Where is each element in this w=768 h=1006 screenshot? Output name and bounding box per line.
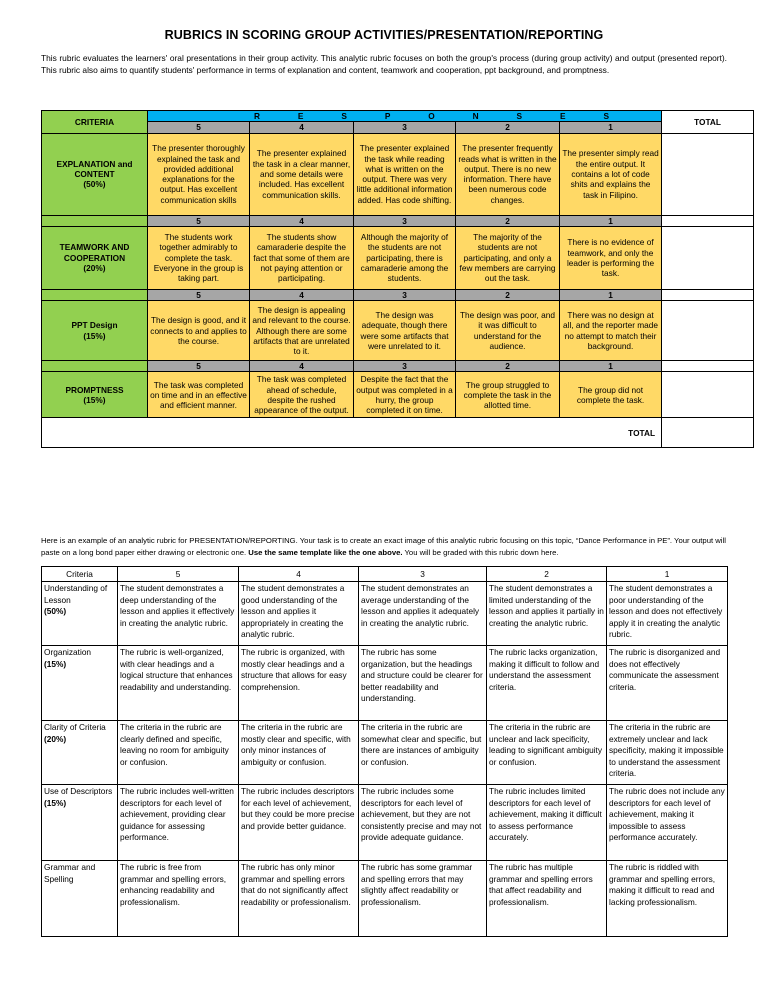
grand-total-cell[interactable] xyxy=(662,418,754,448)
total-spacer xyxy=(662,289,754,300)
total-cell[interactable] xyxy=(662,372,754,418)
criterion-descriptors xyxy=(42,785,118,861)
criteria-spacer xyxy=(42,215,148,226)
descriptor-cell: The majority of the students are not participating, and only a few members are carrying out the task. xyxy=(456,226,560,289)
descriptor-cell: The rubric includes descriptors for each level of achievement, but they could be more precise and provide better guidance. xyxy=(239,785,359,861)
criterion-promptness xyxy=(42,372,148,418)
criterion-name: Use of Descriptors xyxy=(44,786,113,796)
instructions-bold: Use the same template like the one above. xyxy=(248,548,403,558)
descriptor-cell: The criteria in the rubric are mostly clear and specific, with only minor instances of ambiguity or confusion. xyxy=(239,721,359,785)
descriptor-cell: The criteria in the rubric are unclear and lack specificity, leading to significant ambiguity or confusion. xyxy=(487,721,607,785)
descriptor-cell: The student demonstrates a limited understanding of the lesson and applies it partially in creating the analytic rubric. xyxy=(487,582,607,646)
descriptor-cell: The rubric includes well-written descriptors for each level of achievement, providing clear guidance for assessing performance. xyxy=(118,785,239,861)
level-label: 1 xyxy=(560,215,662,226)
criterion-name: Grammar and Spelling xyxy=(44,862,96,884)
level-label: 3 xyxy=(354,289,456,300)
descriptor-cell: The students work together admirably to complete the task. Everyone in the group is taking part. xyxy=(148,226,250,289)
descriptor-cell: The rubric does not include any descriptors for each level of achievement, making it impossible to assess performance accurately. xyxy=(607,785,728,861)
level-label: 2 xyxy=(456,361,560,372)
responses-header xyxy=(148,111,662,122)
level-label: 5 xyxy=(148,361,250,372)
criterion-grammar xyxy=(42,861,118,937)
descriptor-cell: The design was adequate, though there were some artifacts that were unrelated to it. xyxy=(354,301,456,361)
descriptor-cell: The rubric is riddled with grammar and spelling errors, making it difficult to read and lacking professionalism. xyxy=(607,861,728,937)
descriptor-cell: The student demonstrates a deep understanding of the lesson and applies it effectively in creating the analytic rubric. xyxy=(118,582,239,646)
criterion-weight: (15%) xyxy=(83,330,106,341)
descriptor-cell: The group struggled to complete the task in the allotted time. xyxy=(456,372,560,418)
descriptor-cell: The design was poor, and it was difficult to understand for the audience. xyxy=(456,301,560,361)
level-label: 1 xyxy=(560,289,662,300)
intro-paragraph: This rubric evaluates the learners' oral presentations in their group activity. This analytic rubric focuses on both the group's process (during group activity) and output (presented report). This rubric also aims to quantify students' performance in terms of explanation and content, teamwork and cooperation, ppt background, and promptness. xyxy=(41,53,727,76)
descriptor-cell: The presenter simply read the entire output. It contains a lot of code shits and explains the task in Filipino. xyxy=(560,133,662,215)
header-level: 4 xyxy=(239,567,359,582)
descriptor-cell: The criteria in the rubric are extremely unclear and lack specificity, making it impossible to understand the assessment criteria. xyxy=(607,721,728,785)
total-cell[interactable] xyxy=(662,133,754,215)
criterion-weight: (50%) xyxy=(83,179,106,190)
responses-letter: P xyxy=(384,111,391,121)
criterion-understanding xyxy=(42,582,118,646)
responses-letter: R xyxy=(254,111,260,121)
total-footer-label: TOTAL xyxy=(42,418,662,448)
descriptor-cell: The rubric is organized, with mostly clear headings and a structure that allows for easy comprehension. xyxy=(239,646,359,721)
level-label: 4 xyxy=(250,122,354,133)
level-label: 3 xyxy=(354,215,456,226)
descriptor-cell: There was no design at all, and the reporter made no attempt to match their background. xyxy=(560,301,662,361)
document-title: RUBRICS IN SCORING GROUP ACTIVITIES/PRESENTATION/REPORTING xyxy=(164,28,604,42)
descriptor-cell: Despite the fact that the output was completed in a hurry, the group completed it on time. xyxy=(354,372,456,418)
descriptor-cell: The rubric has only minor grammar and spelling errors that do not significantly affect readability or professionalism. xyxy=(239,861,359,937)
criterion-clarity xyxy=(42,721,118,785)
total-header: TOTAL xyxy=(662,111,754,134)
descriptor-cell: The task was completed ahead of schedule, despite the rushed appearance of the output. xyxy=(250,372,354,418)
header-criteria: Criteria xyxy=(42,567,118,582)
responses-letter: S xyxy=(603,111,609,121)
descriptor-cell: The presenter explained the task in a clear manner, and some details were included. Has excellent communication skills. xyxy=(250,133,354,215)
descriptor-cell: There is no evidence of teamwork, and only the leader is performing the task. xyxy=(560,226,662,289)
descriptor-cell: The student demonstrates a poor understanding of the lesson and does not effectively apply it in creating the analytic rubric. xyxy=(607,582,728,646)
level-label: 2 xyxy=(456,289,560,300)
instructions-text: Here is an example of an analytic rubric for PRESENTATION/REPORTING. Your task is to create an exact image of this analytic rubric focusing on this topic, “Dance Performance in PE”. Your output will paste on a long bond paper either drawing or electronic one. xyxy=(41,536,726,558)
criterion-weight: (20%) xyxy=(83,263,106,274)
criterion-organization xyxy=(42,646,118,721)
level-label: 1 xyxy=(560,122,662,133)
criterion-name: TEAMWORK AND COOPERATION xyxy=(59,242,130,263)
descriptor-cell: The presenter explained the task while reading what is written on the output. There was very little additional information added. Has code shifting. xyxy=(354,133,456,215)
header-level: 2 xyxy=(487,567,607,582)
level-label: 4 xyxy=(250,289,354,300)
criterion-name: PROMPTNESS xyxy=(65,384,124,395)
descriptor-cell: The rubric has some grammar and spelling errors that may slightly affect readability or professionalism. xyxy=(359,861,487,937)
criterion-name: Understanding of Lesson xyxy=(44,583,108,605)
level-label: 4 xyxy=(250,361,354,372)
descriptor-cell: The rubric has some organization, but the headings and structure could be clearer for better readability and understanding. xyxy=(359,646,487,721)
criterion-name: Clarity of Criteria xyxy=(44,722,106,732)
descriptor-cell: The rubric is well-organized, with clear headings and a logical structure that enhances readability and understanding. xyxy=(118,646,239,721)
criterion-weight: (20%) xyxy=(44,733,67,744)
total-spacer xyxy=(662,361,754,372)
total-cell[interactable] xyxy=(662,301,754,361)
criterion-name: Organization xyxy=(44,647,92,657)
scoring-rubric-table xyxy=(41,110,754,448)
descriptor-cell: Although the majority of the students are not participating, there is camaraderie among the students. xyxy=(354,226,456,289)
descriptor-cell: The rubric has multiple grammar and spelling errors that affect readability and professionalism. xyxy=(487,861,607,937)
responses-letter: S xyxy=(341,111,347,121)
criterion-weight: (15%) xyxy=(83,394,106,405)
criterion-weight: (15%) xyxy=(44,658,67,669)
descriptor-cell: The group did not complete the task. xyxy=(560,372,662,418)
criterion-name: EXPLANATION and CONTENT xyxy=(56,158,133,179)
level-label: 1 xyxy=(560,361,662,372)
header-level: 5 xyxy=(118,567,239,582)
criterion-name: PPT Design xyxy=(71,320,118,331)
criterion-weight: (15%) xyxy=(44,797,67,808)
responses-letter: E xyxy=(297,111,304,121)
level-label: 5 xyxy=(148,122,250,133)
header-level: 1 xyxy=(607,567,728,582)
descriptor-cell: The student demonstrates an average understanding of the lesson and applies it adequately in creating the analytic rubric. xyxy=(359,582,487,646)
responses-letter: N xyxy=(472,111,479,121)
level-label: 5 xyxy=(148,215,250,226)
descriptor-cell: The student demonstrates a good understanding of the lesson and applies it appropriately in creating the analytic rubric. xyxy=(239,582,359,646)
descriptor-cell: The presenter thoroughly explained the task and provided additional explanations for the output. Has excellent communication skills xyxy=(148,133,250,215)
descriptor-cell: The design is good, and it connects to and applies to the course. xyxy=(148,301,250,361)
level-label: 2 xyxy=(456,215,560,226)
criterion-teamwork xyxy=(42,226,148,289)
criteria-header: CRITERIA xyxy=(42,111,148,134)
criteria-spacer xyxy=(42,361,148,372)
descriptor-cell: The rubric includes limited descriptors for each level of achievement, making it difficult to assess performance accurately. xyxy=(487,785,607,861)
instructions-paragraph xyxy=(41,535,731,560)
level-label: 4 xyxy=(250,215,354,226)
descriptor-cell: The rubric is free from grammar and spelling errors, enhancing readability and professionalism. xyxy=(118,861,239,937)
descriptor-cell: The students show camaraderie despite the fact that some of them are not paying attention or participating. xyxy=(250,226,354,289)
responses-letter: O xyxy=(428,111,435,121)
criterion-weight: (50%) xyxy=(44,606,67,617)
level-label: 5 xyxy=(148,289,250,300)
header-level: 3 xyxy=(359,567,487,582)
descriptor-cell: The criteria in the rubric are clearly defined and specific, leaving no room for ambiguity or confusion. xyxy=(118,721,239,785)
criteria-spacer xyxy=(42,289,148,300)
descriptor-cell: The rubric includes some descriptors for each level of achievement, but they are not consistently precise and may not provide adequate guidance. xyxy=(359,785,487,861)
descriptor-cell: The criteria in the rubric are somewhat clear and specific, but there are instances of ambiguity or confusion. xyxy=(359,721,487,785)
total-spacer xyxy=(662,215,754,226)
level-label: 3 xyxy=(354,361,456,372)
criterion-ppt-design xyxy=(42,301,148,361)
grading-rubric-table xyxy=(41,566,728,937)
level-label: 2 xyxy=(456,122,560,133)
level-label: 3 xyxy=(354,122,456,133)
instructions-tail: You will be graded with this rubric down here. xyxy=(402,548,559,558)
descriptor-cell: The presenter frequently reads what is written in the output. There is no new information. There have been numerous code changes. xyxy=(456,133,560,215)
responses-letter: E xyxy=(560,111,566,121)
responses-letter: S xyxy=(516,111,523,121)
descriptor-cell: The rubric is disorganized and does not effectively communicate the assessment criteria. xyxy=(607,646,728,721)
descriptor-cell: The rubric lacks organization, making it difficult to follow and understand the assessment criteria. xyxy=(487,646,607,721)
descriptor-cell: The task was completed on time and in an effective and efficient manner. xyxy=(148,372,250,418)
criterion-explanation xyxy=(42,133,148,215)
descriptor-cell: The design is appealing and relevant to the course. Although there are some artifacts that are unrelated to it. xyxy=(250,301,354,361)
total-cell[interactable] xyxy=(662,226,754,289)
